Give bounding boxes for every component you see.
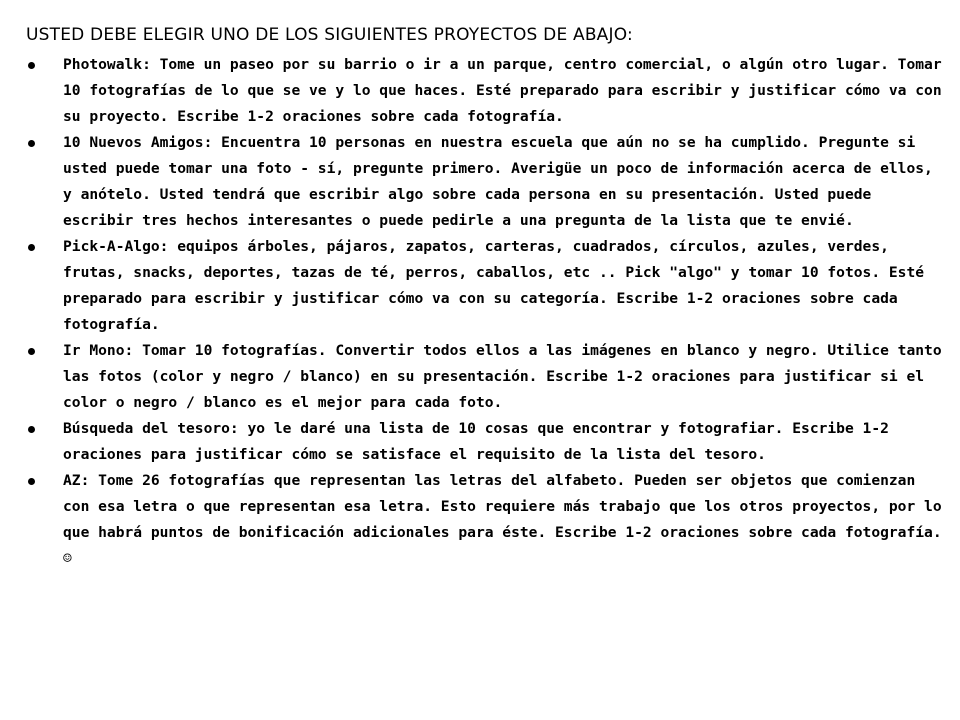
project-text: Búsqueda del tesoro: yo le daré una lista de 10 cosas que encontrar y fotografiar. Escribe 1-2 oraciones para justificar cómo se satisface el requisito de la lista del tesoro. <box>63 420 889 463</box>
project-text: 10 Nuevos Amigos: Encuentra 10 personas en nuestra escuela que aún no se ha cumplido. Pregunte si usted puede tomar una foto - sí, pregunte primero. Averigüe un poco de información acerca de ellos, y anótelo. Usted tendrá que escribir algo sobre cada persona en su presentación. Usted puede escribir tres hechos interesantes o puede pedirle a una pregunta de la lista que te envié. <box>63 134 933 229</box>
project-item-busqueda-tesoro <box>26 416 942 468</box>
bullet-icon <box>28 478 35 485</box>
project-text: AZ: Tome 26 fotografías que representan las letras del alfabeto. Pueden ser objetos que comienzan con esa letra o que representan esa letra. Esto requiere más trabajo que los otros proyectos, por lo que habrá puntos de bonificación adicionales para éste. Escribe 1-2 oraciones sobre cada fotografía. ☺ <box>63 472 942 567</box>
project-text: Pick-A-Algo: equipos árboles, pájaros, zapatos, carteras, cuadrados, círculos, azules, verdes, frutas, snacks, deportes, tazas de té, perros, caballos, etc .. Pick "algo" y tomar 10 fotos. Esté preparado para escribir y justificar cómo va con su categoría. Escribe 1-2 oraciones sobre cada fotografía. <box>63 238 925 333</box>
bullet-icon <box>28 244 35 251</box>
bullet-icon <box>28 348 35 355</box>
project-text: Ir Mono: Tomar 10 fotografías. Convertir todos ellos a las imágenes en blanco y negro. Utilice tanto las fotos (color y negro / blanco) en su presentación. Escribe 1-2 oraciones para justificar si el color o negro / blanco es el mejor para cada foto. <box>63 342 942 411</box>
project-item-ir-mono <box>26 338 942 416</box>
project-item-pick-a-algo <box>26 234 942 338</box>
page-title: USTED DEBE ELEGIR UNO DE LOS SIGUIENTES PROYECTOS DE ABAJO: <box>26 25 633 45</box>
project-item-az <box>26 468 942 572</box>
bullet-icon <box>28 140 35 147</box>
project-item-nuevos-amigos <box>26 130 942 234</box>
project-list <box>26 52 942 572</box>
bullet-icon <box>28 426 35 433</box>
bullet-icon <box>28 62 35 69</box>
project-item-photowalk <box>26 52 942 130</box>
project-text: Photowalk: Tome un paseo por su barrio o ir a un parque, centro comercial, o algún otro lugar. Tomar 10 fotografías de lo que se ve y lo que haces. Esté preparado para escribir y justificar cómo va con su proyecto. Escribe 1-2 oraciones sobre cada fotografía. <box>63 56 942 125</box>
